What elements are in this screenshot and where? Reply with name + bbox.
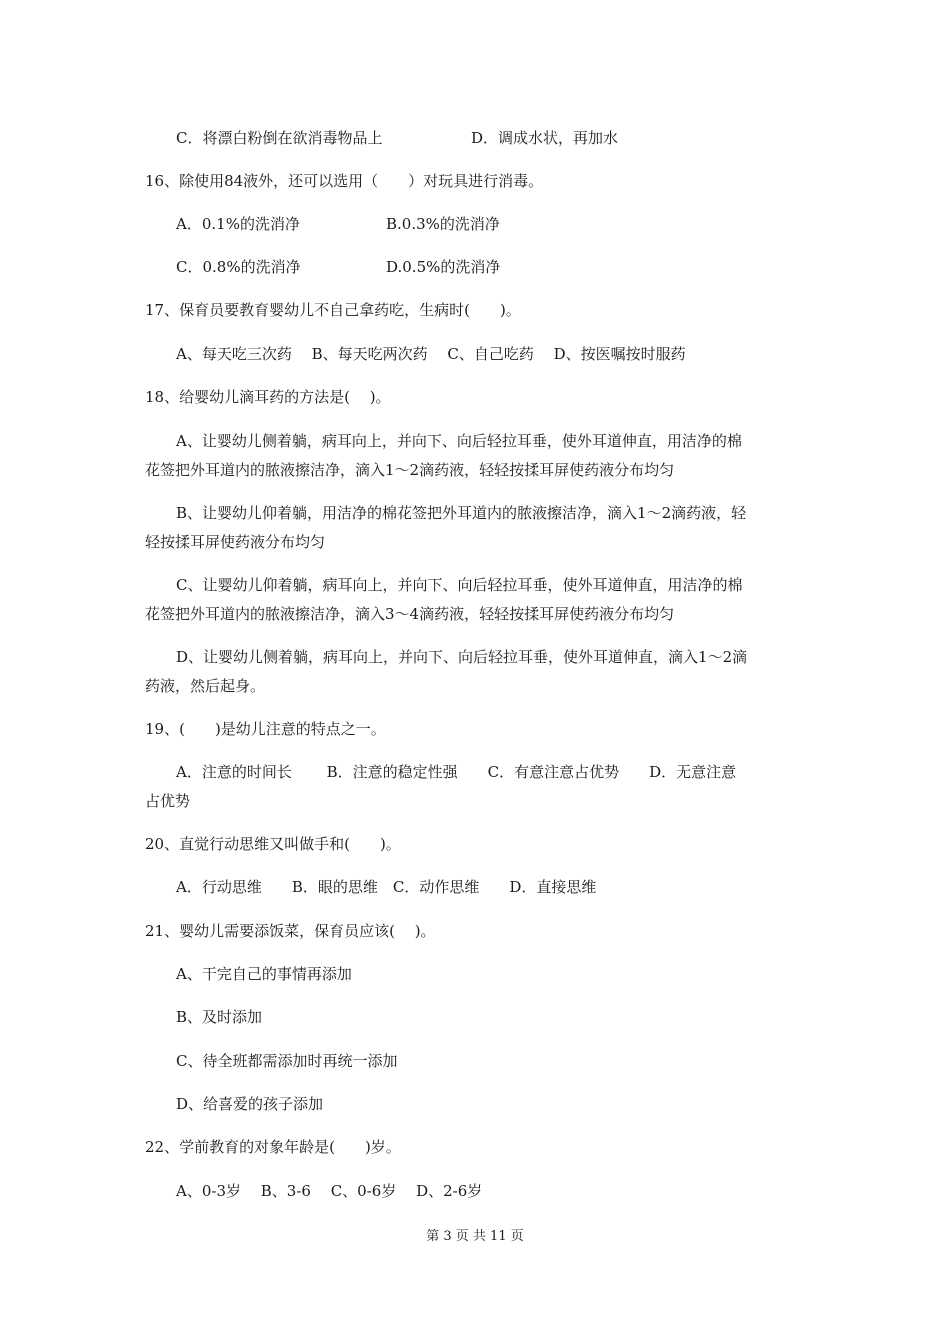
q22-stem: 22、学前教育的对象年龄是( )岁。	[145, 1138, 401, 1156]
q18-stem: 18、给婴幼儿滴耳药的方法是( )。	[145, 388, 391, 406]
q16-stem: 16、除使用84液外，还可以选用（ ）对玩具进行消毒。	[145, 172, 544, 190]
q18-option-d-line1: D、让婴幼儿侧着躺，病耳向上，并向下、向后轻拉耳垂，使外耳道伸直，滴入1～2滴	[176, 648, 748, 666]
q18-option-d-line2: 药液，然后起身。	[145, 677, 266, 695]
q17-stem: 17、保育员要教育婴幼儿不自己拿药吃，生病时( )。	[145, 301, 521, 319]
q21-stem: 21、婴幼儿需要添饭菜，保育员应该( )。	[145, 922, 436, 940]
q15-option-c: C．将漂白粉倒在欲消毒物品上	[176, 129, 383, 147]
page-number-footer: 第 3 页 共 11 页	[426, 1229, 524, 1244]
q16-option-b: B.0.3%的洗消净	[386, 215, 500, 233]
q19-options-line1: A．注意的时间长 B．注意的稳定性强 C．有意注意占优势 D．无意注意	[176, 763, 737, 781]
q21-option-b: B、及时添加	[176, 1008, 263, 1026]
q16-option-c: C．0.8%的洗消净	[176, 258, 301, 276]
q15-option-d: D．调成水状，再加水	[471, 129, 619, 147]
q21-option-d: D、给喜爱的孩子添加	[176, 1095, 324, 1113]
q22-options: A、0-3岁 B、3-6 C、0-6岁 D、2-6岁	[176, 1182, 483, 1200]
q16-option-a: A．0.1%的洗消净	[176, 215, 300, 233]
q20-stem: 20、直觉行动思维又叫做手和( )。	[145, 835, 401, 853]
q18-option-c-line1: C、让婴幼儿仰着躺，病耳向上，并向下、向后轻拉耳垂，使外耳道伸直，用洁净的棉	[176, 576, 743, 594]
q18-option-a-line1: A、让婴幼儿侧着躺，病耳向上，并向下、向后轻拉耳垂，使外耳道伸直，用洁净的棉	[176, 432, 742, 450]
q18-option-a-line2: 花签把外耳道内的脓液擦洁净，滴入1～2滴药液，轻轻按揉耳屏使药液分布均匀	[145, 461, 675, 479]
q21-option-c: C、待全班都需添加时再统一添加	[176, 1052, 398, 1070]
q21-option-a: A、干完自己的事情再添加	[176, 965, 352, 983]
q18-option-b-line2: 轻按揉耳屏使药液分布均匀	[145, 533, 326, 551]
q20-options: A．行动思维 B．眼的思维 C．动作思维 D．直接思维	[176, 878, 597, 896]
q18-option-b-line1: B、让婴幼儿仰着躺，用洁净的棉花签把外耳道内的脓液擦洁净，滴入1～2滴药液，轻	[176, 504, 747, 522]
q18-option-c-line2: 花签把外耳道内的脓液擦洁净，滴入3～4滴药液，轻轻按揉耳屏使药液分布均匀	[145, 605, 675, 623]
q19-stem: 19、( )是幼儿注意的特点之一。	[145, 720, 386, 738]
q16-option-d: D.0.5%的洗消净	[386, 258, 501, 276]
q19-options-line2: 占优势	[145, 792, 191, 810]
q17-options: A、每天吃三次药 B、每天吃两次药 C、自己吃药 D、按医嘱按时服药	[176, 345, 686, 363]
